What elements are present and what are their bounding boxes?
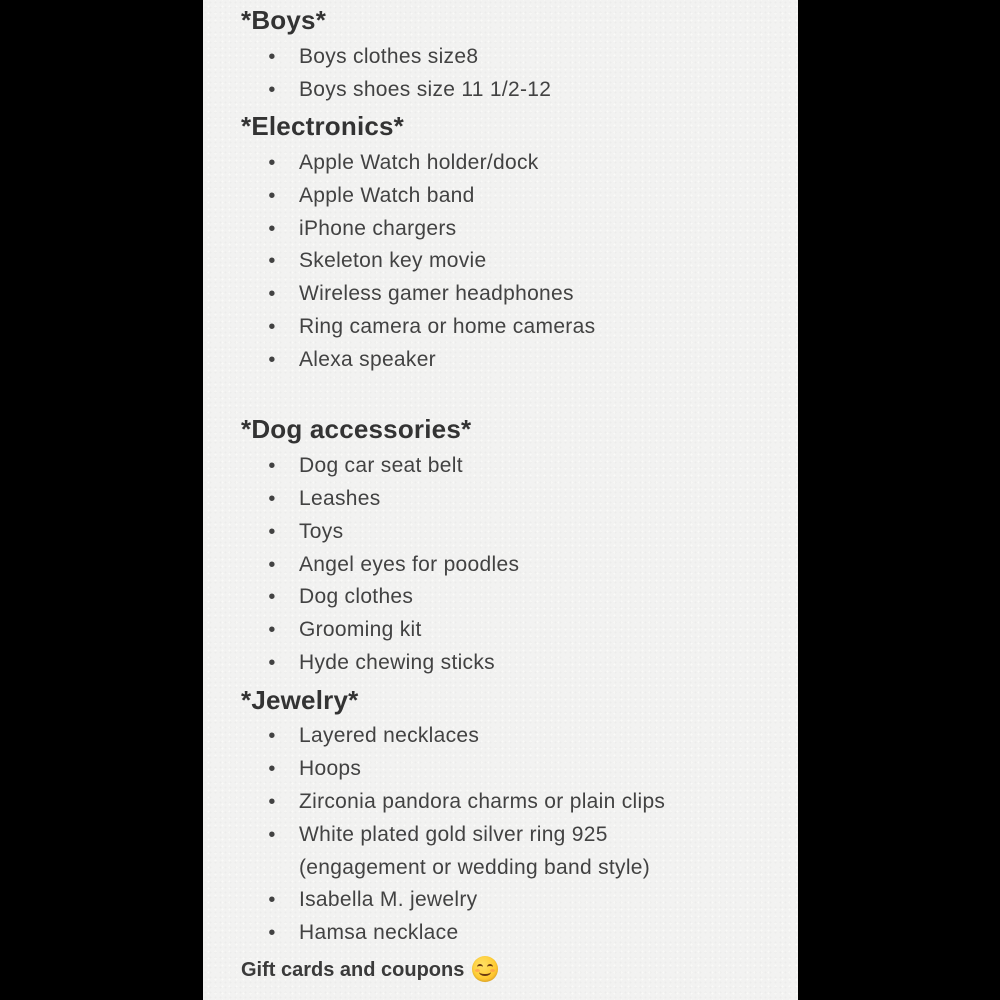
- bullet-icon: •: [268, 889, 276, 911]
- list-item-continuation: (engagement or wedding band style): [299, 856, 651, 879]
- bullet-icon: •: [268, 79, 276, 101]
- bullet-icon: •: [268, 250, 276, 272]
- section-heading-electronics: *Electronics*: [241, 111, 405, 141]
- footer-text: Gift cards and coupons: [241, 959, 465, 981]
- bullet-icon: •: [268, 283, 276, 305]
- bullet-icon: •: [268, 758, 276, 780]
- section-heading-jewelry: *Jewelry*: [241, 685, 359, 715]
- bullet-icon: •: [268, 619, 276, 641]
- bullet-icon: •: [268, 652, 276, 674]
- bullet-icon: •: [268, 316, 276, 338]
- bullet-icon: •: [268, 488, 276, 510]
- bullet-icon: •: [268, 586, 276, 608]
- bullet-icon: •: [268, 824, 276, 846]
- bullet-icon: •: [268, 554, 276, 576]
- footer-line: [241, 956, 498, 984]
- section-heading-boys: *Boys*: [241, 5, 327, 35]
- bullet-icon: •: [268, 185, 276, 207]
- bullet-icon: •: [268, 46, 276, 68]
- bullet-icon: •: [268, 725, 276, 747]
- bullet-icon: •: [268, 349, 276, 371]
- bullet-icon: •: [268, 922, 276, 944]
- bullet-icon: •: [268, 791, 276, 813]
- bullet-icon: •: [268, 521, 276, 543]
- bullet-icon: •: [268, 455, 276, 477]
- bullet-icon: •: [268, 152, 276, 174]
- note-page: *Boys* • Boys clothes size8 • Boys shoes size 11 1/2-12 *Electronics* • Apple Watch holder/dock • Apple Watch band • iPhone chargers • Skeleton key movie • Wireless gamer headphones • Ring camera or home cameras • Alexa speaker *Dog accessories* • Dog car seat belt • Leashes • Toys • Angel eyes for poodles • Dog clothes • Grooming kit • Hyde chewing sticks *Jewelry* • Layered necklaces • Hoops • Zirconia pandora charms or plain clips • White plated gold silver ring 925 (engagement or wedding band style) • Isabella M. jewelry • Hamsa necklace Gift cards and coupons: [203, 0, 798, 1000]
- section-heading-dog-accessories: *Dog accessories*: [241, 414, 472, 444]
- bullet-icon: •: [268, 218, 276, 240]
- smiling-face-icon: [472, 956, 498, 982]
